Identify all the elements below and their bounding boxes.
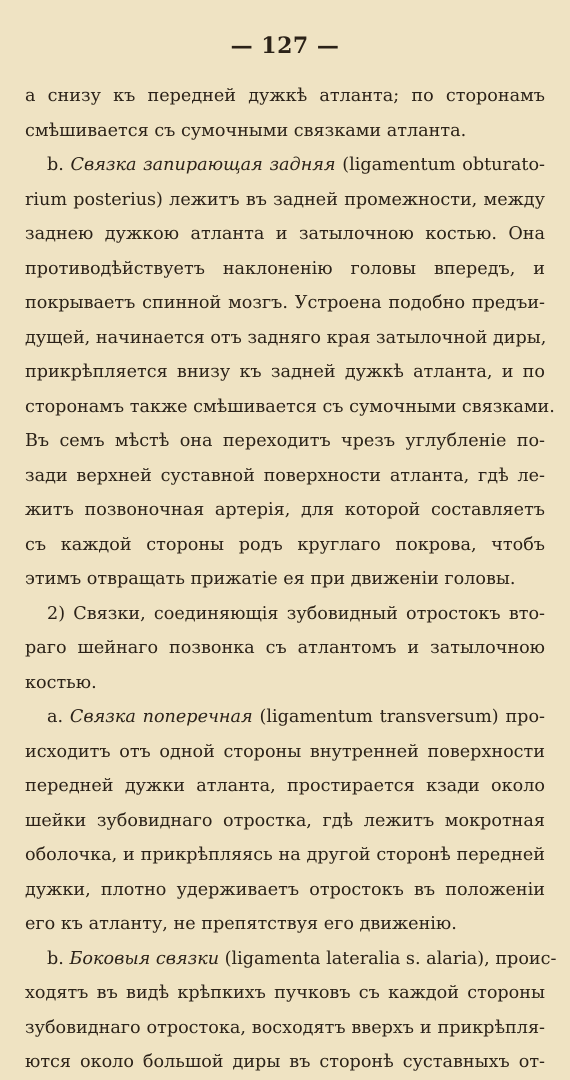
text-segment: 2) Связки, соединяющія зубовидный отростокъ вто- (47, 603, 545, 624)
text-segment: (ligamenta lateralia s. alaria), проис- (219, 948, 557, 969)
text-line (25, 390, 555, 425)
text-segment: оболочка, и прикрѣпляясь на другой сторонѣ передней (25, 845, 545, 865)
text-line (25, 252, 545, 287)
text-segment: житъ позвоночная артерія, для которой составляетъ (25, 500, 545, 520)
text-line (25, 769, 545, 804)
text-line (25, 459, 545, 494)
text-line (25, 873, 545, 908)
text-segment: зади верхней суставной поверхности атланта, гдѣ ле- (25, 465, 545, 486)
text-segment: раго шейнаго позвонка съ атлантомъ и затылочною (25, 638, 545, 658)
text-line (25, 562, 545, 597)
text-segment: (ligamentum obturato- (335, 155, 545, 175)
italic-term: Связка поперечная (69, 707, 253, 727)
text-line (25, 217, 545, 252)
text-line (25, 631, 545, 666)
text-segment: исходитъ отъ одной стороны внутренней поверхности (25, 741, 545, 762)
text-segment: сторонамъ также смѣшивается съ сумочными связками. (25, 396, 555, 417)
text-line (25, 838, 545, 873)
text-segment: покрываетъ спинной мозгъ. Устроена подобно предъи- (25, 293, 545, 313)
text-segment: (ligamentum transversum) про- (252, 707, 545, 727)
text-segment: съ каждой стороны родъ круглаго покрова, чтобъ (25, 534, 545, 555)
text-line (25, 942, 557, 977)
text-line (25, 321, 545, 356)
text-segment: передней дужки атланта, простирается кзади около (25, 776, 545, 796)
text-line (25, 355, 545, 390)
text-line (25, 114, 545, 149)
text-segment: противодѣйствуетъ наклоненію головы впередъ, и (25, 258, 545, 279)
text-segment: a. (47, 707, 70, 727)
text-line (25, 976, 545, 1011)
text-segment: смѣшивается съ сумочными связками атланта. (25, 120, 467, 141)
text-segment: зубовиднаго отростока, восходятъ вверхъ и прикрѣпля- (25, 1017, 545, 1038)
text-segment: rium posterius) лежитъ въ задней промежности, между (25, 189, 545, 210)
body-text (25, 79, 557, 1080)
text-line (25, 700, 545, 735)
italic-term: Боковыя связки (69, 948, 220, 969)
text-segment: его къ атланту, не препятствуя его движенію. (25, 914, 457, 934)
text-segment: а снизу къ передней дужкѣ атланта; по сторонамъ (25, 86, 545, 106)
text-segment: этимъ отвращать прижатіе ея при движеніи головы. (25, 569, 516, 589)
text-segment: костью. (25, 672, 97, 693)
text-segment: ются около большой диры въ сторонѣ суставныхъ от- (25, 1052, 545, 1072)
text-line (25, 183, 545, 218)
page-number: — 127 — (230, 33, 340, 59)
text-line (25, 597, 545, 632)
italic-term: Связка запирающая задняя (70, 155, 336, 175)
text-line (25, 286, 545, 321)
text-line (25, 424, 545, 459)
text-line (25, 907, 545, 942)
text-segment: b. (47, 155, 71, 175)
text-segment: дущей, начинается отъ задняго края затылочной диры, (25, 327, 547, 348)
text-line (25, 528, 545, 563)
text-segment: Въ семъ мѣстѣ она переходитъ чрезъ углубленіе по- (25, 431, 545, 451)
text-segment: шейки зубовиднаго отростка, гдѣ лежитъ мокротная (25, 810, 545, 831)
text-segment: дужки, плотно удерживаетъ отростокъ въ положеніи (25, 879, 545, 900)
text-segment: b. (47, 948, 70, 969)
text-line (25, 148, 545, 183)
text-line (25, 79, 545, 114)
text-line (25, 735, 545, 770)
text-segment: прикрѣпляется внизу къ задней дужкѣ атланта, и по (25, 362, 545, 382)
text-line (25, 493, 545, 528)
text-segment: ходятъ въ видѣ крѣпкихъ пучковъ съ каждой стороны (25, 983, 545, 1003)
text-line (25, 1045, 545, 1080)
text-segment: заднею дужкою атланта и затылочною костью. Она (25, 224, 545, 244)
text-line (25, 804, 545, 839)
text-line (25, 1011, 545, 1046)
text-line (25, 666, 545, 701)
